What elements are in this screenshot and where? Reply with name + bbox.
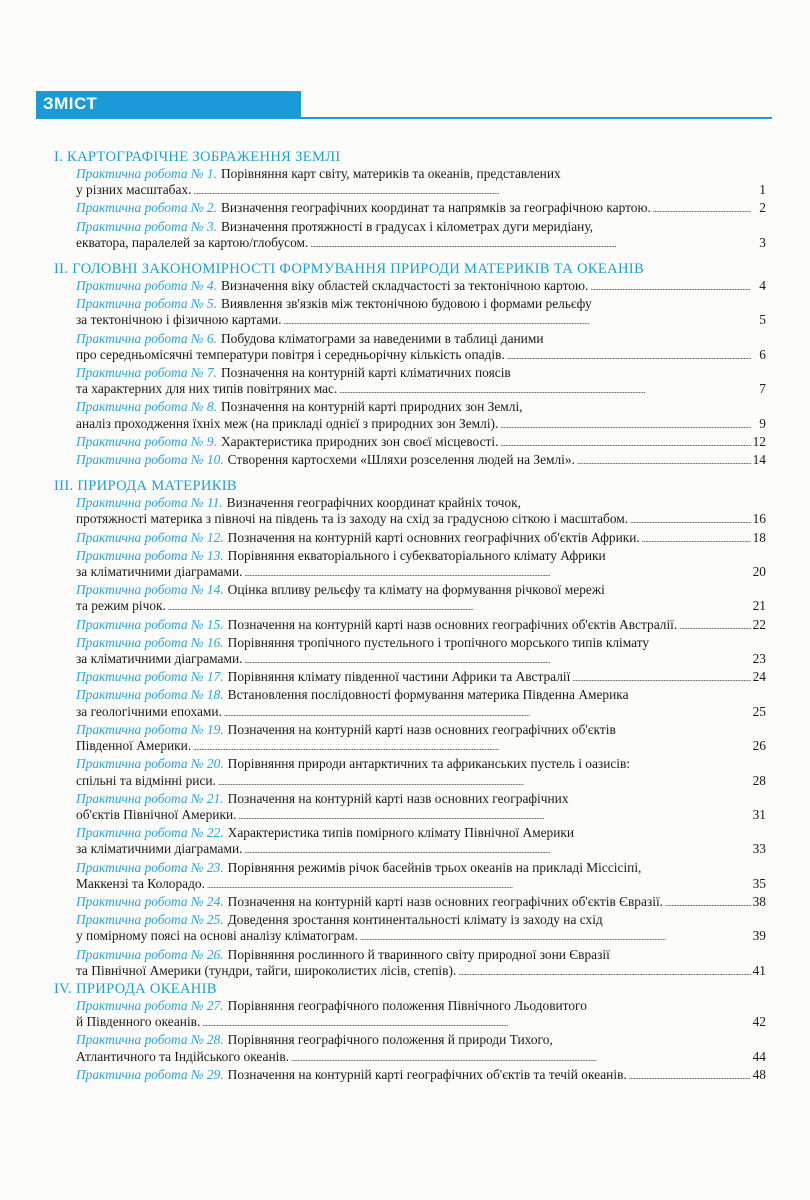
- entry-line: [76, 331, 766, 347]
- page-number[interactable]: 31: [752, 806, 766, 822]
- entry-label: Практична робота № 8.: [76, 399, 217, 415]
- entry-text: за кліматичними діаграмами.: [76, 564, 243, 580]
- entry-line: [76, 841, 766, 859]
- entry-text: Позначення на контурній карті основних географічних об'єктів Африки.: [227, 529, 640, 545]
- entry-text: про середньомісячні температури повітря і середньорічну кількість опадів.: [76, 346, 505, 362]
- entry-label: Практична робота № 7.: [76, 365, 217, 381]
- dot-leader: [500, 416, 751, 434]
- entry-line: [76, 381, 766, 399]
- dot-leader: [577, 452, 751, 470]
- dot-leader: [642, 530, 751, 548]
- section-title: І. КАРТОГРАФІЧНЕ ЗОБРАЖЕННЯ ЗЕМЛІ: [54, 149, 341, 165]
- section-title: ІІ. ГОЛОВНІ ЗАКОНОМІРНОСТІ ФОРМУВАННЯ ПРИРОДИ МАТЕРИКІВ ТА ОКЕАНІВ: [54, 261, 644, 278]
- entry-line: [76, 928, 766, 946]
- dot-leader: [572, 669, 751, 687]
- entry-line: [76, 651, 766, 669]
- section-title: ІІІ. ПРИРОДА МАТЕРИКІВ: [54, 478, 237, 495]
- toc-entry[interactable]: [76, 687, 766, 721]
- toc-entry[interactable]: [76, 756, 766, 790]
- page-number[interactable]: 2: [759, 200, 766, 216]
- entry-line: [76, 894, 766, 912]
- dot-leader: [500, 434, 751, 452]
- entry-text: Позначення на контурній карті назв основних географічних об'єктів: [227, 721, 616, 737]
- toc-entry[interactable]: [76, 669, 766, 687]
- entry-line: [76, 912, 766, 928]
- entry-text: Виявлення зв'язків між тектонічною будовою і формами рельєфу: [220, 296, 592, 312]
- dot-leader: [679, 617, 751, 635]
- entry-label: Практична робота № 12.: [76, 529, 224, 545]
- page-number[interactable]: 26: [752, 738, 766, 754]
- toc-entry[interactable]: [76, 399, 766, 433]
- dot-leader: [207, 876, 751, 894]
- page-number[interactable]: 35: [752, 875, 766, 891]
- entry-label: Практична робота № 2.: [76, 200, 217, 216]
- entry-line: [76, 963, 766, 981]
- dot-leader: [244, 841, 751, 859]
- dot-leader: [244, 651, 751, 669]
- entry-text: Маккензі та Колорадо.: [76, 875, 205, 891]
- toc-entry[interactable]: [76, 860, 766, 894]
- entry-line: [76, 635, 766, 651]
- page-number[interactable]: 44: [752, 1048, 766, 1064]
- entry-label: Практична робота № 20.: [76, 756, 224, 772]
- entry-text: Встановлення послідовності формування материка Південна Америка: [227, 687, 629, 703]
- entry-line: [76, 773, 766, 791]
- page-number[interactable]: 12: [752, 433, 766, 449]
- entry-list: [54, 495, 766, 981]
- entry-line: [76, 511, 766, 529]
- entry-text: протяжності материка з півночі на південь та із заходу на схід за градусною сіткою і масштабом.: [76, 511, 629, 527]
- entry-label: Практична робота № 22.: [76, 825, 224, 841]
- entry-line: [76, 807, 766, 825]
- page-number[interactable]: 23: [752, 651, 766, 667]
- entry-text: Порівняння географічного положення Північного Льодовитого: [227, 997, 587, 1013]
- entry-line: [76, 564, 766, 582]
- entry-text: за кліматичними діаграмами.: [76, 651, 243, 667]
- entry-line: [76, 582, 766, 598]
- toc-section: [54, 478, 766, 981]
- toc-entry[interactable]: [76, 296, 766, 330]
- page-number[interactable]: 21: [752, 598, 766, 614]
- entry-line: [76, 399, 766, 415]
- toc-entry[interactable]: [76, 365, 766, 399]
- page-number[interactable]: 3: [759, 234, 766, 250]
- dot-leader: [360, 928, 751, 946]
- toc-entry[interactable]: [76, 530, 766, 548]
- entry-line: [76, 998, 766, 1014]
- entry-line: [76, 876, 766, 894]
- toc-entry[interactable]: [76, 495, 766, 529]
- entry-line: [76, 756, 766, 772]
- entry-line: [76, 947, 766, 963]
- page-number[interactable]: 9: [759, 415, 766, 431]
- dot-leader: [590, 278, 751, 296]
- entry-label: Практична робота № 1.: [76, 166, 217, 181]
- entry-label: Практична робота № 5.: [76, 296, 217, 312]
- entry-line: [76, 278, 766, 296]
- page-number[interactable]: 1: [759, 182, 766, 198]
- dot-leader: [653, 200, 751, 218]
- toc-entry[interactable]: [76, 166, 766, 200]
- section-title: IV. ПРИРОДА ОКЕАНІВ: [54, 980, 217, 997]
- entry-text: Позначення на контурній карті природних зон Землі,: [220, 399, 523, 415]
- entry-text: та режим річок.: [76, 598, 166, 614]
- entry-label: Практична робота № 16.: [76, 634, 224, 650]
- dot-leader: [193, 182, 751, 200]
- entry-text: й Південного океанів.: [76, 1014, 201, 1030]
- entry-text: Порівняння тропічного пустельного і тропічного морського типів клімату: [227, 634, 650, 650]
- entry-label: Практична робота № 21.: [76, 790, 224, 806]
- page-number[interactable]: 7: [759, 381, 766, 397]
- page-title: ЗМІСТ: [43, 94, 98, 113]
- page-number[interactable]: 25: [752, 703, 766, 719]
- entry-line: [76, 296, 766, 312]
- toc-entry[interactable]: [76, 452, 766, 470]
- entry-text: Порівняння рослинного й тваринного світу природної зони Євразії: [227, 946, 610, 962]
- entry-label: Практична робота № 29.: [76, 1066, 224, 1082]
- toc-section: [54, 981, 766, 1085]
- dot-leader: [202, 1014, 751, 1032]
- entry-text: Побудова кліматограми за наведеними в таблиці даними: [220, 330, 544, 346]
- toc-entry[interactable]: [76, 219, 766, 253]
- toc-entry[interactable]: [76, 278, 766, 296]
- entry-line: [76, 598, 766, 616]
- entry-label: Практична робота № 14.: [76, 582, 224, 598]
- dot-leader: [218, 773, 751, 791]
- toc-entry[interactable]: [76, 617, 766, 635]
- toc-header: [36, 91, 772, 119]
- entry-text: за кліматичними діаграмами.: [76, 841, 243, 857]
- entry-text: Позначення на контурній карті назв основних географічних об'єктів Австралії.: [227, 616, 678, 632]
- entry-text: у різних масштабах.: [76, 182, 192, 198]
- toc-entry[interactable]: [76, 998, 766, 1032]
- entry-text: спільні та відмінні риси.: [76, 772, 216, 788]
- dot-leader: [224, 704, 751, 722]
- entry-text: Порівняння клімату південної частини Африки та Австралії: [227, 669, 571, 685]
- toc-entry[interactable]: [76, 722, 766, 756]
- entry-line: [76, 722, 766, 738]
- toc-section: [54, 149, 766, 253]
- entry-text: Характеристика типів помірного клімату Північної Америки: [227, 825, 575, 841]
- entry-label: Практична робота № 11.: [76, 495, 223, 511]
- entry-line: [76, 235, 766, 253]
- page-number[interactable]: 33: [752, 841, 766, 857]
- toc-entry[interactable]: [76, 1032, 766, 1066]
- toc-entry[interactable]: [76, 825, 766, 859]
- entry-line: [76, 860, 766, 876]
- entry-label: Практична робота № 4.: [76, 278, 217, 294]
- entry-line: [76, 738, 766, 756]
- toc-entry[interactable]: [76, 894, 766, 912]
- entry-text: Позначення на контурній карті географічних об'єктів та течій океанів.: [227, 1066, 627, 1082]
- entry-line: [76, 704, 766, 722]
- entry-text: Характеристика природних зон своєї місцевості.: [220, 433, 499, 449]
- entry-text: Визначення географічних координат та напрямків за географічною картою.: [220, 200, 651, 216]
- entry-list: [54, 998, 766, 1085]
- entry-line: [76, 791, 766, 807]
- entry-line: [76, 347, 766, 365]
- toc-entry[interactable]: [76, 1067, 766, 1085]
- entry-label: Практична робота № 27.: [76, 997, 224, 1013]
- entry-text: Визначення протяжності в градусах і кілометрах дуги меридіану,: [220, 218, 594, 234]
- entry-text: аналіз проходження їхніх меж (на прикладі однієї з природних зон Землі).: [76, 415, 499, 431]
- toc-section: [54, 261, 766, 470]
- entry-text: за тектонічною і фізичною картами.: [76, 312, 282, 328]
- entry-line: [76, 825, 766, 841]
- entry-text: за геологічними епохами.: [76, 703, 222, 719]
- page-number[interactable]: 42: [752, 1014, 766, 1030]
- entry-line: [76, 365, 766, 381]
- dot-leader: [168, 598, 751, 616]
- entry-line: [76, 687, 766, 703]
- entry-text: екватора, паралелей за картою/глобусом.: [76, 234, 309, 250]
- entry-text: та характерних для них типів повітряних мас.: [76, 381, 338, 397]
- dot-leader: [629, 1067, 751, 1085]
- entry-text: Позначення на контурній карті назв основних географічних об'єктів Євразії.: [227, 893, 664, 909]
- entry-text: Південної Америки.: [76, 738, 192, 754]
- toc-entry[interactable]: [76, 331, 766, 365]
- entry-line: [76, 1014, 766, 1032]
- entry-label: Практична робота № 18.: [76, 687, 224, 703]
- entry-label: Практична робота № 26.: [76, 946, 224, 962]
- toc-entry[interactable]: [76, 582, 766, 616]
- page-number[interactable]: 38: [752, 893, 766, 909]
- page-number[interactable]: 16: [752, 511, 766, 527]
- dot-leader: [244, 564, 751, 582]
- entry-line: [76, 200, 766, 218]
- toc-entry[interactable]: [76, 947, 766, 981]
- page-number[interactable]: 4: [759, 278, 766, 294]
- dot-leader: [193, 738, 751, 756]
- entry-label: Практична робота № 6.: [76, 330, 217, 346]
- entry-text: та Північної Америки (тундри, тайги, широколистих лісів, степів).: [76, 962, 457, 978]
- page-number[interactable]: 41: [752, 962, 766, 978]
- entry-line: [76, 1032, 766, 1048]
- entry-text: Порівняння режимів річок басейнів трьох океанів на прикладі Міссісіпі,: [227, 859, 642, 875]
- entry-label: Практична робота № 24.: [76, 893, 224, 909]
- entry-text: об'єктів Північної Америки.: [76, 806, 237, 822]
- entry-label: Практична робота № 3.: [76, 218, 217, 234]
- entry-label: Практична робота № 23.: [76, 859, 224, 875]
- entry-text: Оцінка впливу рельєфу та клімату на формування річкової мережі: [227, 582, 605, 598]
- toc-entry[interactable]: [76, 791, 766, 825]
- entry-label: Практична робота № 17.: [76, 669, 224, 685]
- entry-text: Порівняння природи антарктичних та африканських пустель і оазисів:: [227, 756, 631, 772]
- entry-text: Доведення зростання континентальності клімату із заходу на схід: [227, 912, 603, 928]
- entry-label: Практична робота № 28.: [76, 1032, 224, 1048]
- entry-line: [76, 669, 766, 687]
- entry-text: Порівняння карт світу, материків та океанів, представлених: [220, 166, 561, 181]
- entry-line: [76, 219, 766, 235]
- entry-text: Порівняння екваторіального і субекваторіального клімату Африки: [227, 547, 606, 563]
- page-number[interactable]: 20: [752, 564, 766, 580]
- header-rule: [36, 117, 772, 119]
- dot-leader: [458, 963, 751, 981]
- entry-text: у помірному поясі на основі аналізу кліматограм.: [76, 928, 358, 944]
- entry-line: [76, 416, 766, 434]
- dot-leader: [630, 511, 751, 529]
- dot-leader: [291, 1049, 751, 1067]
- entry-text: Позначення на контурній карті назв основних географічних: [227, 790, 569, 806]
- entry-line: [76, 530, 766, 548]
- entry-label: Практична робота № 19.: [76, 721, 224, 737]
- toc-entry[interactable]: [76, 635, 766, 669]
- entry-line: [76, 434, 766, 452]
- dot-leader: [665, 894, 751, 912]
- page-number[interactable]: 48: [752, 1066, 766, 1082]
- entry-text: Позначення на контурній карті кліматичних поясів: [220, 365, 511, 381]
- toc-entry[interactable]: [76, 912, 766, 946]
- entry-line: [76, 495, 766, 511]
- page-number[interactable]: 28: [752, 772, 766, 788]
- entry-line: [76, 1049, 766, 1067]
- entry-label: Практична робота № 15.: [76, 616, 224, 632]
- entry-text: Визначення географічних координат крайніх точок,: [226, 495, 521, 511]
- entry-line: [76, 166, 766, 182]
- entry-text: Порівняння географічного положення й природи Тихого,: [227, 1032, 553, 1048]
- entry-text: Атлантичного та Індійського океанів.: [76, 1048, 290, 1064]
- entry-line: [76, 182, 766, 200]
- page-number[interactable]: 22: [752, 616, 766, 632]
- dot-leader: [507, 347, 751, 365]
- header-bar: [36, 91, 301, 119]
- entry-text: Створення картосхеми «Шляхи розселення людей на Землі».: [227, 452, 575, 468]
- toc-entry[interactable]: [76, 200, 766, 218]
- entry-line: [76, 548, 766, 564]
- entry-text: Визначення віку областей складчастості за тектонічною картою.: [220, 278, 589, 294]
- dot-leader: [284, 312, 752, 330]
- page-number[interactable]: 5: [759, 312, 766, 328]
- entry-line: [76, 1067, 766, 1085]
- entry-line: [76, 617, 766, 635]
- page-number[interactable]: 18: [752, 529, 766, 545]
- entry-label: Практична робота № 9.: [76, 433, 217, 449]
- entry-list: [54, 278, 766, 470]
- dot-leader: [310, 235, 751, 253]
- entry-line: [76, 312, 766, 330]
- entry-label: Практична робота № 13.: [76, 547, 224, 563]
- dot-leader: [238, 807, 751, 825]
- table-of-contents: [54, 149, 766, 1085]
- page-number[interactable]: 14: [752, 452, 766, 468]
- page-number[interactable]: 6: [759, 346, 766, 362]
- dot-leader: [339, 381, 751, 399]
- toc-entry[interactable]: [76, 434, 766, 452]
- entry-label: Практична робота № 25.: [76, 912, 224, 928]
- toc-entry[interactable]: [76, 548, 766, 582]
- page-number[interactable]: 39: [752, 928, 766, 944]
- entry-line: [76, 452, 766, 470]
- entry-label: Практична робота № 10.: [76, 452, 224, 468]
- page-number[interactable]: 24: [752, 669, 766, 685]
- entry-list: [54, 166, 766, 253]
